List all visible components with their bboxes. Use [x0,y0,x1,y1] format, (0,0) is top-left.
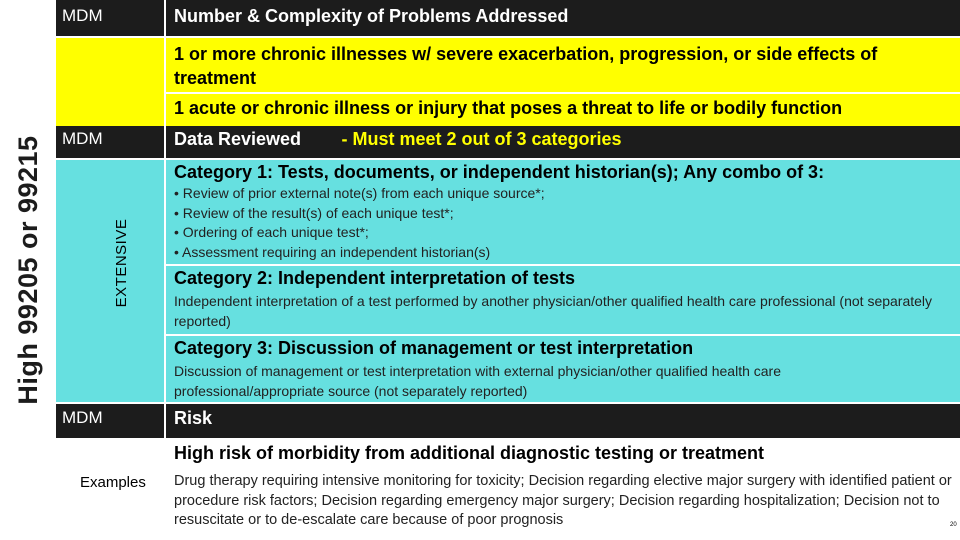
cat1-item: • Ordering of each unique test*; [174,224,369,240]
examples-label-cell [56,470,164,540]
cat2-title-cell [166,266,960,290]
risk-item-cell [166,440,960,468]
cat3-body: Discussion of management or test interpretation with external physician/other qualified health care professional/appropriate source (not separately reported) [174,363,781,399]
cat1-item: • Review of the result(s) of each unique test*; [174,204,454,221]
data-header [166,126,960,158]
cat3-title-cell [166,336,960,360]
cat1-body-cell [166,184,960,264]
cat3-title: Category 3: Discussion of management or test interpretation [174,338,694,358]
problems-left-cell [56,38,164,126]
cat2-body-cell [166,290,960,334]
side-title: High 99205 or 99215 [12,135,43,405]
cat1-item: • Assessment requiring an independent historian(s) [174,243,491,260]
data-header-note: - Must meet 2 out of 3 categories [341,129,622,149]
cat3-body-cell [166,360,960,402]
extensive-label: EXTENSIVE [112,218,130,308]
problems-item2 [166,94,960,126]
risk-header-text: Risk [174,408,213,428]
cat2-title: Category 2: Independent interpretation of tests [174,268,576,288]
problems-header-text: Number & Complexity of Problems Addressed [174,6,569,26]
examples-body-cell [166,470,960,540]
cat1-title: Category 1: Tests, documents, or independent historian(s); Any combo of 3: [174,162,825,182]
problems-item2-text: 1 acute or chronic illness or injury that poses a threat to life or bodily function [174,98,843,118]
page-number: 20 [950,522,957,528]
data-mdm-label: MDM [62,129,103,148]
risk-header [166,404,960,438]
risk-mdm-cell [56,404,164,438]
examples-label: Examples [80,474,146,491]
cat2-body: Independent interpretation of a test performed by another physician/other qualified health care professional (not separately reported) [174,293,933,329]
problems-header [166,0,960,36]
risk-mdm-label: MDM [62,408,103,427]
problems-item1 [166,38,960,92]
risk-left-cell [56,440,164,468]
problems-mdm-cell [56,0,164,36]
divider [56,36,960,38]
cat1-title-cell [166,160,960,184]
risk-item: High risk of morbidity from additional diagnostic testing or treatment [174,443,765,463]
data-header-text: Data Reviewed [174,129,302,149]
data-mdm-cell [56,126,164,158]
problems-mdm-label: MDM [62,6,103,25]
cat1-item: • Review of prior external note(s) from each unique source*; [174,185,545,201]
problems-item1-text: 1 or more chronic illnesses w/ severe exacerbation, progression, or side effects of treatment [174,44,878,88]
examples-body: Drug therapy requiring intensive monitoring for toxicity; Decision regarding elective major surgery with identified patient or procedure risk factors; Decision regarding emergency major surgery; Decision regarding hospitalization; Decision not to resuscitate or to de-escalate care because of poor prognosis [174,473,952,528]
